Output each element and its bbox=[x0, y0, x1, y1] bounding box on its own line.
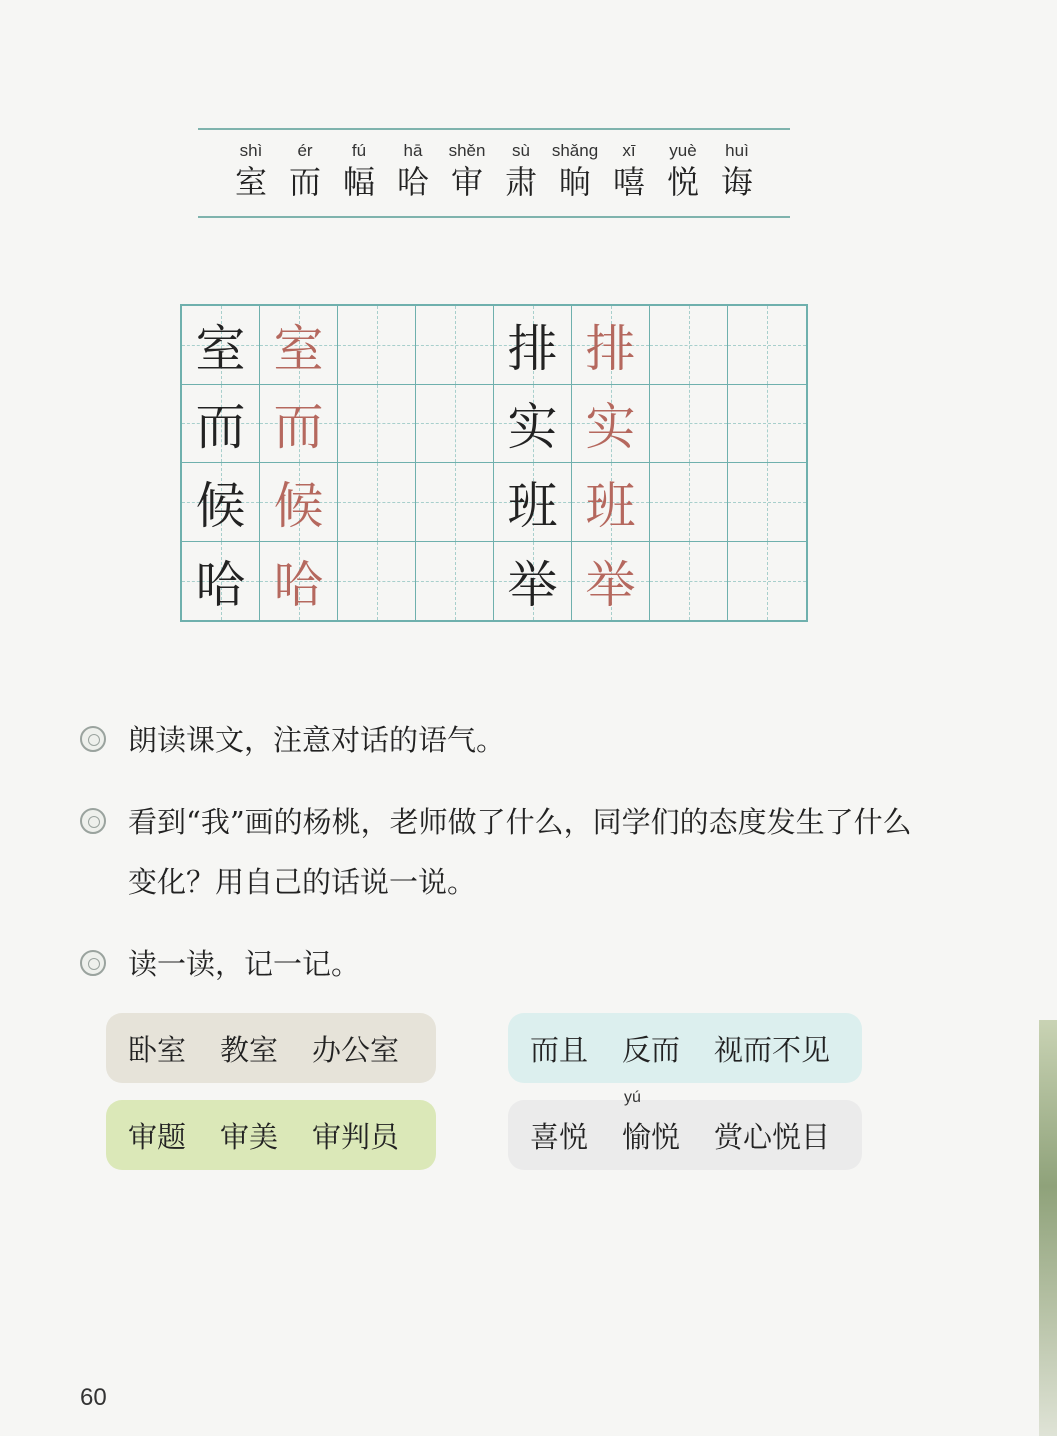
grid-cell-empty bbox=[416, 385, 494, 464]
grid-cell-model bbox=[182, 385, 260, 464]
char-item bbox=[440, 140, 494, 202]
trace-char: 而 bbox=[273, 398, 324, 457]
pinyin: shǎng bbox=[551, 141, 599, 160]
character: 嘻 bbox=[612, 163, 645, 201]
pinyin: yuè bbox=[669, 141, 697, 160]
char-item bbox=[224, 140, 278, 202]
grid-cell-empty bbox=[416, 306, 494, 385]
model-char: 哈 bbox=[195, 555, 246, 614]
word: 教室 bbox=[220, 1032, 279, 1067]
grid-cell-empty bbox=[338, 542, 416, 621]
writing-grid bbox=[180, 304, 808, 622]
char-item bbox=[548, 140, 602, 202]
pinyin: huì bbox=[725, 141, 749, 160]
model-char: 实 bbox=[507, 398, 558, 457]
trace-char: 排 bbox=[585, 319, 636, 378]
pinyin: shì bbox=[239, 141, 263, 160]
grid-cell-model bbox=[494, 542, 572, 621]
exercise-bullet-icon bbox=[80, 950, 106, 976]
word: 审判员 bbox=[312, 1119, 400, 1154]
pinyin: shěn bbox=[448, 141, 486, 160]
question-2 bbox=[80, 792, 928, 912]
word: 卧室 bbox=[128, 1032, 187, 1067]
word-group-box bbox=[508, 1013, 862, 1083]
word-with-pinyin bbox=[622, 1088, 681, 1156]
question-3 bbox=[80, 934, 928, 994]
grid-cell-model bbox=[182, 306, 260, 385]
word-group-box bbox=[106, 1100, 436, 1170]
grid-cell-empty bbox=[650, 463, 728, 542]
grid-cell-empty bbox=[728, 542, 806, 621]
edge-illustration bbox=[1039, 1020, 1057, 1436]
grid-cell-model bbox=[182, 542, 260, 621]
grid-cell-empty bbox=[650, 385, 728, 464]
new-characters-row bbox=[224, 140, 764, 202]
trace-char: 室 bbox=[273, 319, 324, 378]
model-char: 班 bbox=[507, 476, 558, 535]
character: 幅 bbox=[342, 163, 375, 201]
word: 愉悦 bbox=[622, 1119, 681, 1154]
word: 赏心悦目 bbox=[714, 1119, 831, 1154]
word: 办公室 bbox=[312, 1032, 400, 1067]
word-group-box bbox=[508, 1088, 862, 1170]
grid-cell-empty bbox=[338, 463, 416, 542]
pinyin: ér bbox=[297, 141, 313, 160]
model-char: 举 bbox=[507, 555, 558, 614]
character: 晌 bbox=[558, 163, 591, 201]
grid-cell-empty bbox=[416, 542, 494, 621]
band-top-line bbox=[198, 128, 790, 130]
grid-cell-model bbox=[182, 463, 260, 542]
model-char: 室 bbox=[195, 319, 246, 378]
grid-cell-model bbox=[494, 463, 572, 542]
pinyin: hā bbox=[403, 141, 423, 160]
question-text: 朗读课文，注意对话的语气。 bbox=[128, 723, 506, 757]
grid-cell-empty bbox=[416, 463, 494, 542]
grid-cell-empty bbox=[650, 306, 728, 385]
char-item bbox=[710, 140, 764, 202]
grid-cell-trace bbox=[572, 306, 650, 385]
grid-cell-trace bbox=[260, 542, 338, 621]
trace-char: 举 bbox=[585, 555, 636, 614]
character: 肃 bbox=[504, 163, 537, 201]
question-1 bbox=[80, 710, 928, 770]
word: 审题 bbox=[128, 1119, 187, 1154]
question-text: 读一读，记一记。 bbox=[128, 947, 361, 981]
character: 而 bbox=[288, 163, 321, 201]
model-char: 而 bbox=[195, 398, 246, 457]
band-bottom-line bbox=[198, 216, 790, 218]
word-group-box bbox=[106, 1013, 436, 1083]
word: 审美 bbox=[220, 1119, 279, 1154]
grid-cell-empty bbox=[650, 542, 728, 621]
model-char: 排 bbox=[507, 319, 558, 378]
word: 喜悦 bbox=[530, 1119, 589, 1154]
trace-char: 实 bbox=[585, 398, 636, 457]
word-pinyin: yú bbox=[624, 1088, 641, 1106]
char-item bbox=[386, 140, 440, 202]
word: 视而不见 bbox=[714, 1032, 831, 1067]
character: 诲 bbox=[720, 163, 753, 201]
word: 反而 bbox=[622, 1032, 681, 1067]
word: 而且 bbox=[530, 1032, 589, 1067]
char-item bbox=[602, 140, 656, 202]
grid-cell-model bbox=[494, 385, 572, 464]
exercise-bullet-icon bbox=[80, 808, 106, 834]
pinyin: sù bbox=[512, 141, 530, 160]
char-item bbox=[278, 140, 332, 202]
grid-cell-empty bbox=[338, 385, 416, 464]
character: 审 bbox=[450, 163, 483, 201]
grid-cell-empty bbox=[728, 385, 806, 464]
grid-cell-empty bbox=[338, 306, 416, 385]
char-item bbox=[332, 140, 386, 202]
model-char: 候 bbox=[195, 476, 246, 535]
pinyin: fú bbox=[351, 141, 367, 160]
grid-cell-empty bbox=[728, 463, 806, 542]
grid-cell-empty bbox=[728, 306, 806, 385]
grid-cell-trace bbox=[572, 385, 650, 464]
trace-char: 候 bbox=[273, 476, 324, 535]
grid-cell-trace bbox=[572, 542, 650, 621]
trace-char: 哈 bbox=[273, 555, 324, 614]
character: 悦 bbox=[666, 163, 699, 201]
character: 哈 bbox=[396, 163, 429, 201]
grid-cell-trace bbox=[260, 463, 338, 542]
grid-cell-trace bbox=[260, 306, 338, 385]
question-text: 看到“我”画的杨桃，老师做了什么，同学们的态度发生了什么变化？用自己的话说一说。 bbox=[128, 805, 912, 899]
grid-cell-trace bbox=[572, 463, 650, 542]
char-item bbox=[656, 140, 710, 202]
pinyin: xī bbox=[622, 141, 636, 160]
page-number: 60 bbox=[80, 1384, 107, 1411]
char-item bbox=[494, 140, 548, 202]
grid-cell-trace bbox=[260, 385, 338, 464]
character: 室 bbox=[234, 163, 267, 201]
exercise-bullet-icon bbox=[80, 726, 106, 752]
trace-char: 班 bbox=[585, 476, 636, 535]
grid-cell-model bbox=[494, 306, 572, 385]
